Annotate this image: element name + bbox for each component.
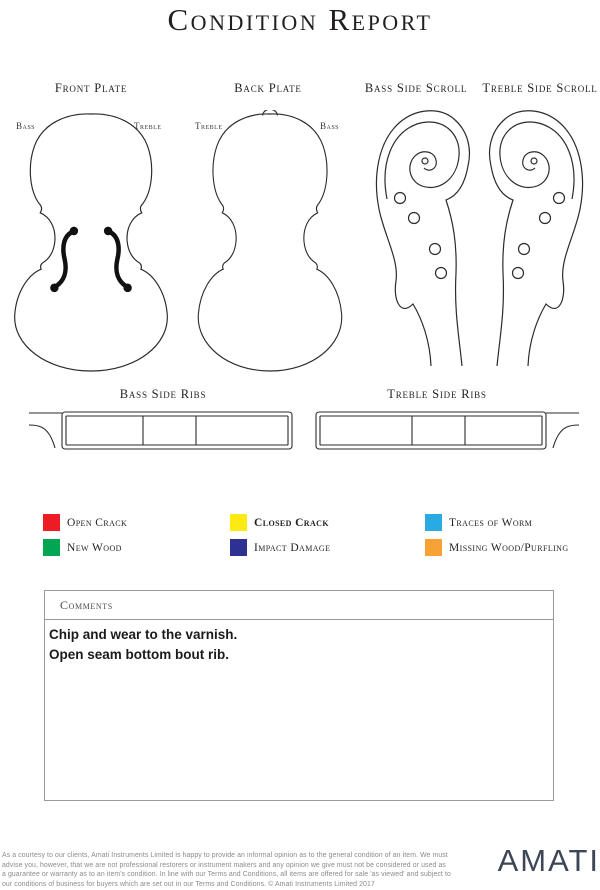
rib-outline bbox=[62, 412, 292, 449]
comments-header: Comments bbox=[45, 591, 553, 620]
neck-heel-curve bbox=[29, 425, 55, 448]
violin-body-outline bbox=[15, 114, 168, 371]
back-plate-bass-side: Bass bbox=[320, 121, 340, 131]
traces-of-worm-swatch bbox=[425, 514, 442, 531]
legend-label: Missing Wood/Purfling bbox=[449, 541, 569, 554]
legend-item-new-wood bbox=[43, 539, 122, 556]
back-plate-diagram bbox=[192, 110, 348, 374]
comments-body bbox=[45, 620, 553, 665]
legend-item-missing-wood bbox=[425, 539, 569, 556]
disclaimer-line: a guarantee or warranty as to an item's condition. In line with our Terms and Conditions, all items are offered for sale 'as viewed' and subject to bbox=[2, 871, 451, 878]
closed-crack-swatch bbox=[230, 514, 247, 531]
bass-ribs-diagram bbox=[28, 404, 298, 452]
new-wood-swatch bbox=[43, 539, 60, 556]
front-plate-bass-side: Bass bbox=[16, 121, 36, 131]
button-icon bbox=[263, 110, 278, 116]
missing-wood-swatch bbox=[425, 539, 442, 556]
legend-item-closed-crack bbox=[230, 514, 329, 531]
front-plate-treble-side: Treble bbox=[134, 121, 162, 131]
page-title: Condition Report bbox=[167, 2, 433, 37]
legend-label: Open Crack bbox=[67, 516, 128, 529]
disclaimer-line: advise you, however, that we are not professional restorers or instrument makers and any opinion we give must not be considered or used as bbox=[2, 861, 446, 869]
legend-label: Closed Crack bbox=[254, 516, 329, 529]
bass-scroll-label: Bass Side Scroll bbox=[364, 81, 468, 95]
peg-hole bbox=[409, 213, 420, 224]
bass-scroll-diagram bbox=[368, 103, 473, 368]
legend-item-open-crack bbox=[43, 514, 127, 531]
legend-label: Impact Damage bbox=[254, 541, 331, 554]
open-crack-swatch bbox=[43, 514, 60, 531]
violin-body-outline bbox=[198, 114, 341, 371]
bass-ribs-label: Bass Side Ribs bbox=[119, 387, 207, 401]
comments-box bbox=[44, 590, 554, 801]
peg-hole bbox=[395, 193, 406, 204]
rib-outline bbox=[316, 412, 579, 449]
disclaimer-text bbox=[2, 851, 472, 889]
treble-ribs-label: Treble Side Ribs bbox=[387, 387, 487, 401]
treble-scroll-diagram bbox=[486, 103, 591, 368]
impact-damage-swatch bbox=[230, 539, 247, 556]
legend-label: Traces of Worm bbox=[449, 516, 533, 529]
treble-ribs-diagram bbox=[310, 404, 580, 452]
peg-hole bbox=[436, 268, 447, 279]
legend-item-impact-damage bbox=[230, 539, 330, 556]
scroll-eye bbox=[422, 158, 428, 164]
disclaimer-line: As a courtesy to our clients, Amati Instruments Limited is happy to provide an informal opinion as to the general condition of an item. We must bbox=[2, 852, 448, 859]
comment-line: Open seam bottom bout rib. bbox=[49, 647, 230, 662]
legend-label: New Wood bbox=[67, 541, 122, 554]
peg-hole bbox=[430, 244, 441, 255]
comment-line: Chip and wear to the varnish. bbox=[49, 627, 238, 642]
front-plate-label: Front Plate bbox=[54, 81, 128, 95]
front-plate-diagram bbox=[8, 110, 174, 374]
disclaimer-line: our conditions of business for buyers which are set out in our Terms and Conditions. © Amati Instruments Limited 2017 bbox=[2, 880, 375, 888]
back-plate-label: Back Plate bbox=[234, 81, 302, 95]
scroll-outline bbox=[490, 111, 583, 366]
legend-item-traces-of-worm bbox=[425, 514, 532, 531]
treble-scroll-label: Treble Side Scroll bbox=[482, 81, 598, 95]
back-plate-treble-side: Treble bbox=[195, 121, 223, 131]
amati-logo: AMATI bbox=[497, 843, 600, 878]
